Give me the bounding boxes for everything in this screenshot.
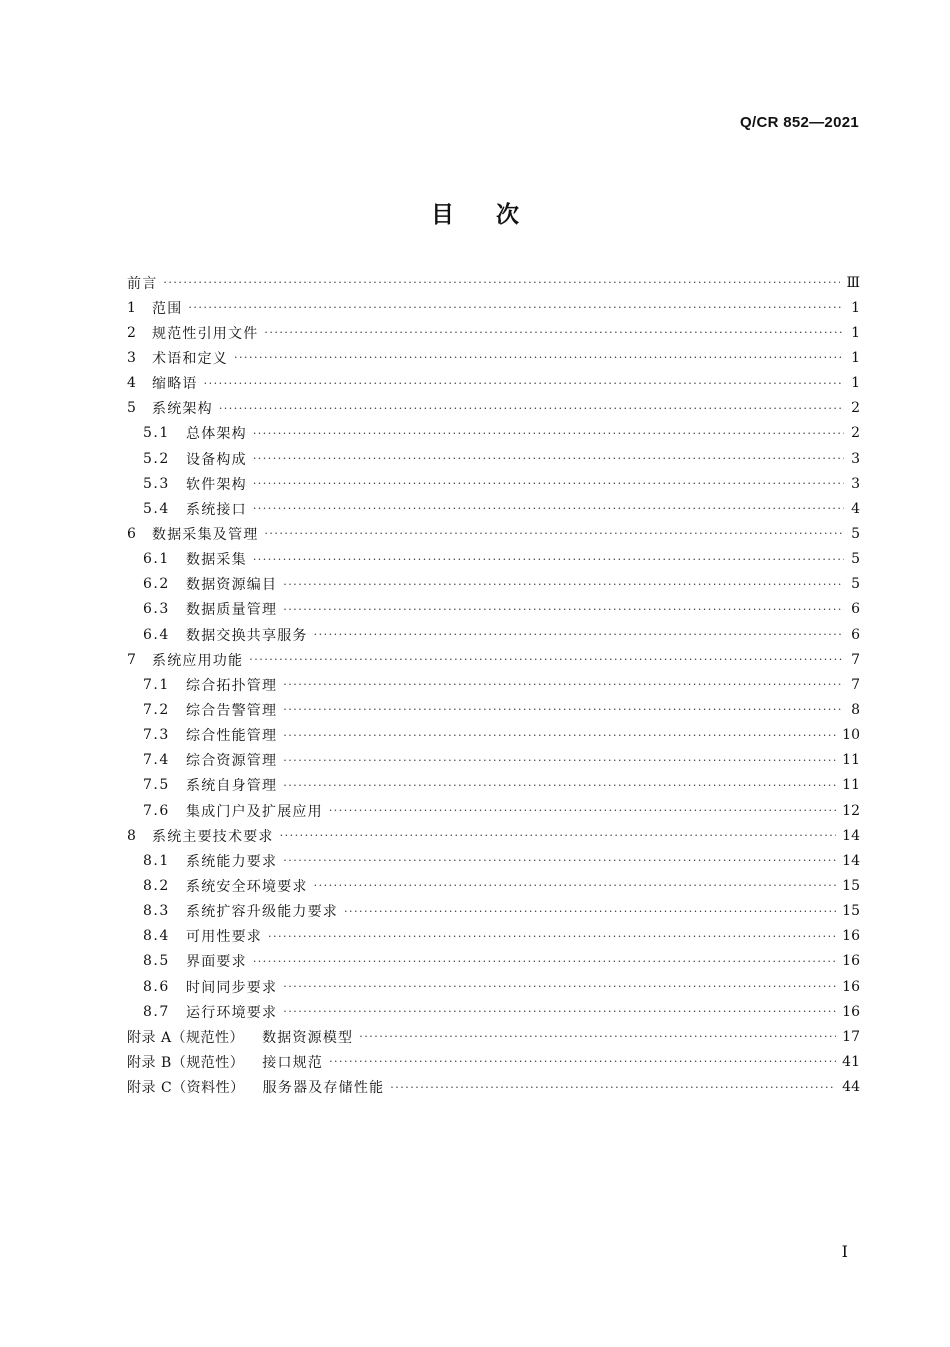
toc-entry-label: 系统架构 <box>152 401 213 418</box>
toc-entry-page: 3 <box>851 450 860 467</box>
toc-entry-page: 16 <box>842 928 860 945</box>
toc-entry[interactable] <box>127 1024 860 1049</box>
toc-entry-number: 4 <box>127 375 136 392</box>
toc-leader-dots <box>219 402 844 415</box>
toc-entry-page: 11 <box>842 777 860 794</box>
toc-entry[interactable] <box>127 371 860 396</box>
toc-leader-dots <box>314 879 837 892</box>
toc-entry-page: 2 <box>851 400 860 417</box>
toc-entry-label: 数据质量管理 <box>186 602 278 619</box>
toc-entry-number: 8.7 <box>143 1003 170 1020</box>
toc-entry-label: 系统接口 <box>186 501 247 518</box>
toc-leader-dots <box>249 653 844 666</box>
toc-entry-page: 8 <box>851 701 860 718</box>
toc-entry-label: 规范性引用文件 <box>152 325 259 342</box>
toc-entry-page: 3 <box>851 475 860 492</box>
toc-entry-number: 6.3 <box>143 601 170 618</box>
toc-entry-label: 缩略语 <box>152 376 198 393</box>
toc-entry-number: 7.2 <box>143 701 170 718</box>
toc-entry-page: 16 <box>842 1003 860 1020</box>
toc-entry-label: 数据采集 <box>186 552 247 569</box>
toc-entry-page: 5 <box>851 576 860 593</box>
toc-entry-page: 4 <box>851 500 860 517</box>
toc-leader-dots <box>264 527 844 540</box>
toc-leader-dots <box>204 377 844 390</box>
toc-entry-number: 6.2 <box>143 576 170 593</box>
toc-entry-number: 6.4 <box>143 626 170 643</box>
toc-entry-page: 17 <box>842 1028 860 1045</box>
toc-entry-label: 综合告警管理 <box>186 702 278 719</box>
toc-entry-page: 12 <box>842 802 860 819</box>
toc-entry-page: 11 <box>842 752 860 769</box>
toc-entry-number: 附录 A（规范性） <box>127 1029 245 1046</box>
toc-entry-page: Ⅲ <box>846 274 860 291</box>
toc-entry[interactable] <box>127 471 860 496</box>
toc-entry-page: 6 <box>851 601 860 618</box>
toc-entry[interactable] <box>127 899 860 924</box>
toc-entry-label: 术语和定义 <box>152 350 228 367</box>
toc-entry-label: 数据资源模型 <box>262 1029 354 1046</box>
toc-entry-number: 8.6 <box>143 978 170 995</box>
toc-entry-label: 综合性能管理 <box>186 728 278 745</box>
toc-entry-page: 16 <box>842 978 860 995</box>
toc-entry-label: 总体架构 <box>186 426 247 443</box>
toc-entry-number: 7.6 <box>143 802 170 819</box>
toc-entry-number: 7.3 <box>143 727 170 744</box>
toc-entry-page: 16 <box>842 953 860 970</box>
toc-entry-label: 界面要求 <box>186 954 247 971</box>
page-number: I <box>841 1242 848 1261</box>
toc-entry-page: 41 <box>842 1053 860 1070</box>
toc-entry[interactable] <box>127 999 860 1024</box>
toc-entry[interactable] <box>127 446 860 471</box>
toc-leader-dots <box>188 301 844 314</box>
toc-entry[interactable] <box>127 823 860 848</box>
toc-leader-dots <box>253 427 844 440</box>
toc-entry-label: 数据采集及管理 <box>152 526 259 543</box>
toc-entry-page: 5 <box>851 525 860 542</box>
toc-entry-number: 8.2 <box>143 877 170 894</box>
toc-leader-dots <box>253 955 836 968</box>
toc-entry[interactable] <box>127 1075 860 1100</box>
toc-leader-dots <box>283 678 844 691</box>
toc-leader-dots <box>253 502 844 515</box>
toc-entry[interactable] <box>127 597 860 622</box>
toc-leader-dots <box>283 854 836 867</box>
toc-leader-dots <box>234 351 844 364</box>
toc-list <box>127 270 860 1100</box>
toc-entry-page: 1 <box>851 299 860 316</box>
toc-entry[interactable] <box>127 949 860 974</box>
toc-entry-number: 7.1 <box>143 676 170 693</box>
toc-entry-label: 设备构成 <box>186 451 247 468</box>
toc-leader-dots <box>283 603 844 616</box>
toc-entry-label: 可用性要求 <box>186 929 262 946</box>
toc-entry[interactable] <box>127 873 860 898</box>
toc-entry-page: 15 <box>842 903 860 920</box>
toc-entry-number: 5.4 <box>143 500 170 517</box>
toc-entry-label: 接口规范 <box>262 1054 324 1071</box>
toc-entry[interactable] <box>127 723 860 748</box>
toc-entry-number: 5.1 <box>143 425 170 442</box>
toc-leader-dots <box>314 628 844 641</box>
toc-entry[interactable] <box>127 974 860 999</box>
toc-leader-dots <box>268 930 836 943</box>
toc-entry[interactable] <box>127 697 860 722</box>
toc-entry[interactable] <box>127 320 860 345</box>
toc-entry-page: 2 <box>851 425 860 442</box>
toc-entry-page: 5 <box>851 551 860 568</box>
toc-entry-label: 系统能力要求 <box>186 853 278 870</box>
toc-entry-label: 系统自身管理 <box>186 778 278 795</box>
toc-leader-dots <box>280 829 837 842</box>
toc-entry-page: 1 <box>851 375 860 392</box>
toc-entry-number: 8.5 <box>143 953 170 970</box>
toc-leader-dots <box>253 452 844 465</box>
toc-entry-page: 6 <box>851 626 860 643</box>
toc-entry[interactable] <box>127 572 860 597</box>
toc-leader-dots <box>283 1005 836 1018</box>
toc-entry-label: 软件架构 <box>186 476 247 493</box>
toc-entry[interactable] <box>127 547 860 572</box>
toc-leader-dots <box>283 703 844 716</box>
toc-entry-label: 系统扩容升级能力要求 <box>186 904 338 921</box>
toc-leader-dots <box>344 905 836 918</box>
toc-leader-dots <box>390 1081 836 1094</box>
toc-entry-number: 8.3 <box>143 903 170 920</box>
toc-entry-number: 6 <box>127 525 136 542</box>
toc-title-char-1: 目 <box>431 202 454 228</box>
toc-entry-number: 2 <box>127 324 136 341</box>
toc-leader-dots <box>283 729 836 742</box>
toc-entry-label: 时间同步要求 <box>186 979 278 996</box>
document-code: Q/CR 852—2021 <box>740 114 859 131</box>
toc-leader-dots <box>283 578 844 591</box>
toc-entry-page: 1 <box>851 324 860 341</box>
toc-entry-number: 附录 B（规范性） <box>127 1054 245 1071</box>
toc-entry-number: 1 <box>127 299 136 316</box>
toc-entry-number: 5 <box>127 400 136 417</box>
toc-leader-dots <box>163 276 840 289</box>
toc-entry-number: 8.1 <box>143 852 170 869</box>
toc-leader-dots <box>329 1055 836 1068</box>
toc-entry[interactable] <box>127 748 860 773</box>
toc-entry-label: 运行环境要求 <box>186 1004 278 1021</box>
toc-entry-page: 44 <box>842 1079 860 1096</box>
toc-entry-label: 集成门户及扩展应用 <box>186 803 323 820</box>
toc-entry[interactable] <box>127 295 860 320</box>
toc-leader-dots <box>253 553 844 566</box>
toc-entry-page: 14 <box>842 827 860 844</box>
toc-leader-dots <box>329 804 836 817</box>
toc-entry-number: 8 <box>127 827 136 844</box>
toc-entry-label: 系统安全环境要求 <box>186 878 308 895</box>
toc-entry-number: 3 <box>127 349 136 366</box>
toc-entry[interactable] <box>127 345 860 370</box>
toc-entry[interactable] <box>127 647 860 672</box>
toc-entry-number: 7.5 <box>143 777 170 794</box>
toc-entry-page: 15 <box>842 877 860 894</box>
toc-entry[interactable] <box>127 622 860 647</box>
toc-entry-number: 5.2 <box>143 450 170 467</box>
toc-entry-number: 5.3 <box>143 475 170 492</box>
toc-entry-label: 系统主要技术要求 <box>152 828 274 845</box>
toc-entry-page: 1 <box>851 349 860 366</box>
toc-entry-number: 7.4 <box>143 752 170 769</box>
toc-entry-number: 8.4 <box>143 928 170 945</box>
toc-entry-label: 服务器及存储性能 <box>262 1080 385 1097</box>
toc-entry-page: 14 <box>842 852 860 869</box>
toc-entry-number: 附录 C（资料性） <box>127 1080 245 1097</box>
toc-leader-dots <box>264 326 844 339</box>
toc-entry[interactable] <box>127 798 860 823</box>
toc-title-char-2: 次 <box>496 202 519 228</box>
toc-entry[interactable] <box>127 421 860 446</box>
toc-entry[interactable] <box>127 270 860 295</box>
toc-entry[interactable] <box>127 521 860 546</box>
toc-entry-label: 范围 <box>152 300 183 317</box>
toc-entry-page: 7 <box>851 676 860 693</box>
toc-leader-dots <box>283 779 836 792</box>
toc-entry-page: 7 <box>851 651 860 668</box>
toc-entry[interactable] <box>127 672 860 697</box>
toc-leader-dots <box>359 1030 836 1043</box>
toc-entry[interactable] <box>127 1049 860 1074</box>
toc-entry-number: 6.1 <box>143 551 170 568</box>
toc-entry-label: 系统应用功能 <box>152 652 244 669</box>
toc-entry-label: 数据资源编目 <box>186 577 278 594</box>
toc-entry-label: 前言 <box>127 275 158 292</box>
toc-entry-number: 7 <box>127 651 136 668</box>
toc-title <box>0 196 950 229</box>
toc-leader-dots <box>283 980 836 993</box>
toc-entry-label: 综合拓扑管理 <box>186 677 278 694</box>
toc-entry[interactable] <box>127 396 860 421</box>
toc-leader-dots <box>253 477 844 490</box>
toc-entry-page: 10 <box>842 727 860 744</box>
toc-entry[interactable] <box>127 496 860 521</box>
toc-entry[interactable] <box>127 924 860 949</box>
toc-entry-label: 综合资源管理 <box>186 753 278 770</box>
toc-entry[interactable] <box>127 773 860 798</box>
toc-entry-label: 数据交换共享服务 <box>186 627 308 644</box>
toc-leader-dots <box>283 754 836 767</box>
toc-entry[interactable] <box>127 848 860 873</box>
